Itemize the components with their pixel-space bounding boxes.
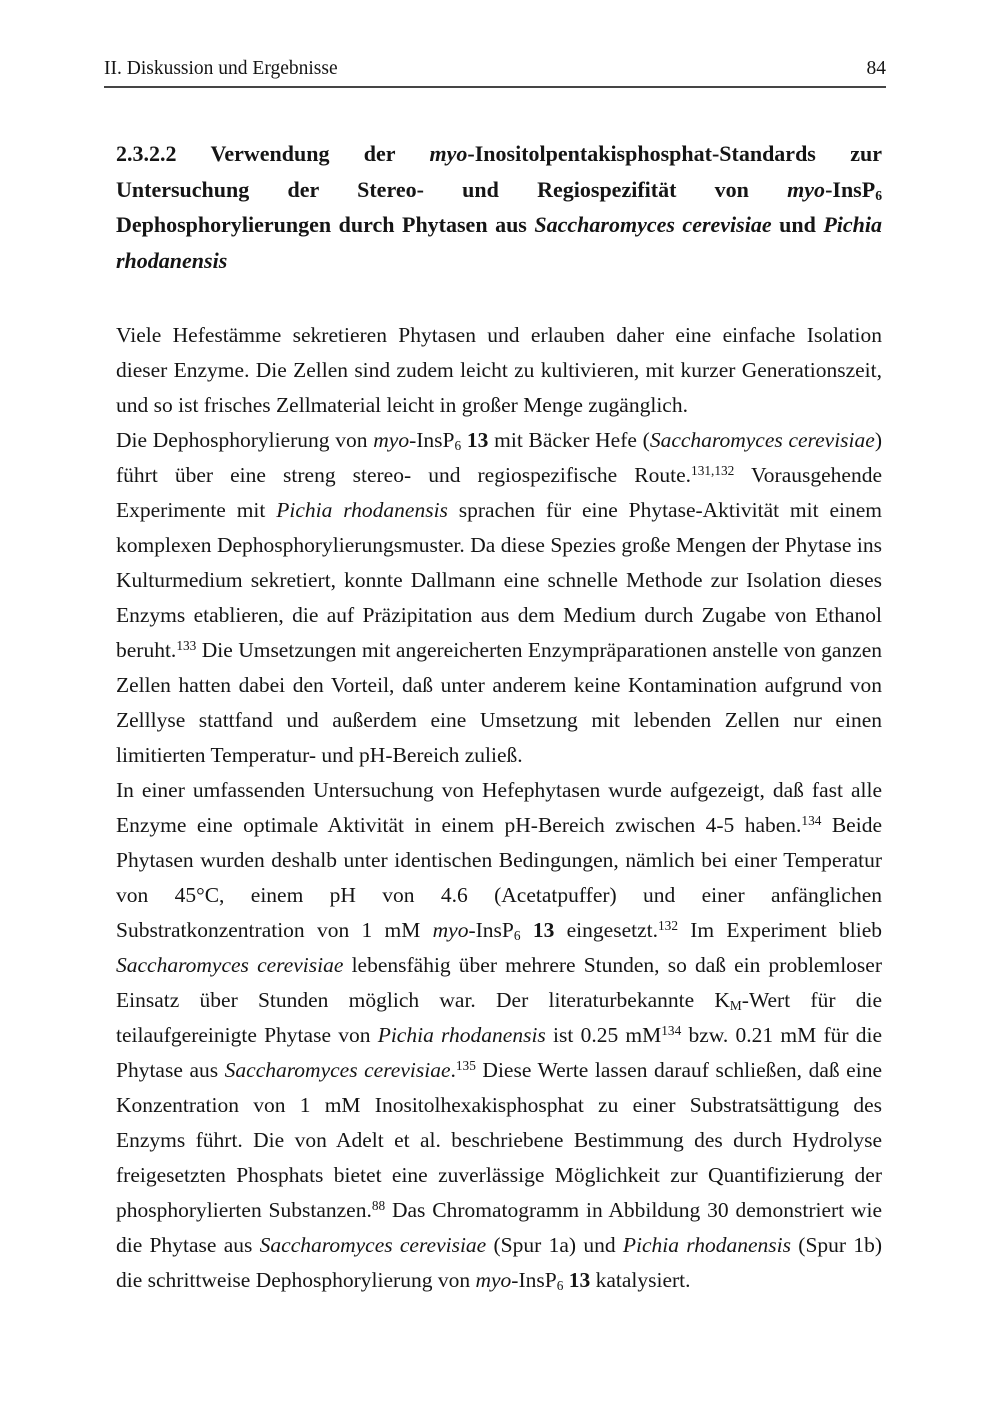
running-header [104, 58, 886, 88]
paragraph-phytase-study: In einer umfassenden Untersuchung von Hefephytasen wurde aufgezeigt, daß fast alle Enzyme eine optimale Aktivität in einem pH-Bereich zwischen 4-5 haben.$^{134}$ Beide Phytasen wurden deshalb unter identischen Bedingungen, nämlich bei einer Temperatur von 45°C, einem pH von 4.6 (Acetatpuffer) und einer anfänglichen Substratkonzentration von 1 mM myo-InsP6 13 eingesetzt.$^{132}$ Im Experiment blieb Saccharomyces cerevisiae lebensfähig über mehrere Stunden, so daß ein problemloser Einsatz über Stunden möglich war. Der literaturbekannte KM-Wert für die teilaufgereinigte Phytase von Pichia rhodanensis ist 0.25 $mM^{134}$ bzw. 0.21 mM für die Phytase aus Saccharomyces cerevisiae.$^{135}$ Diese Werte lassen darauf schließen, daß eine Konzentration von 1 mM Inositolhexakisphosphat zu einer Substratsättigung des Enzyms führt. Die von Adelt et al. beschriebene Bestimmung des durch Hydrolyse freigesetzten Phosphats bietet eine zuverlässige Möglichkeit zur Quantifizierung der phosphorylierten Substanzen.$^{88}$ Das Chromatogramm in Abbildung 30 demonstriert wie die Phytase aus Saccharomyces cerevisiae (Spur 1a) und Pichia rhodanensis (Spur 1b) die schrittweise Dephosphorylierung von myo-InsP6 13 katalysiert. [116, 778, 883, 1293]
page-content [116, 136, 882, 1298]
running-header-title: II. Diskussion und Ergebnisse [104, 58, 338, 79]
body-text [116, 318, 882, 1298]
paragraph-yeast-intro: Viele Hefestämme sekretieren Phytasen und erlauben daher eine einfache Isolation dieser Enzyme. Die Zellen sind zudem leicht zu kultivieren, mit kurzer Generationszeit, und so ist frisches Zellmaterial leicht in großer Menge zugänglich. [116, 323, 882, 417]
paragraph-dephosphorylation: Die Dephosphorylierung von myo-InsP6 13 mit Bäcker Hefe (Saccharomyces cerevisiae) führt über eine streng stereo- und regiospezifische Route.$^{131,132}$ Vorausgehende Experimente mit Pichia rhodanensis sprachen für eine Phytase-Aktivität mit einem komplexen Dephosphorylierungsmuster. Da diese Spezies große Mengen der Phytase ins Kulturmedium sekretiert, konnte Dallmann eine schnelle Methode zur Isolation dieses Enzyms etablieren, die auf Präzipitation aus dem Medium durch Zugabe von Ethanol beruht.$^{133}$ Die Umsetzungen mit angereicherten Enzympräparationen anstelle von ganzen Zellen hatten dabei den Vorteil, daß unter anderem keine Kontamination aufgrund von Zelllyse stattfand und außerdem eine Umsetzung mit lebenden Zellen nur einen limitierten Temperatur- und pH-Bereich zuließ. [116, 428, 882, 767]
section-heading: 2.3.2.2 Verwendung der myo-Inositolpentakisphosphat-Standards zur Untersuchung der Stereo- und Regiospezifität von myo-InsP6 Dephosphorylierungen durch Phytasen aus Saccharomyces cerevisiae und Pichia rhodanensis [116, 141, 883, 273]
page-number: 84 [866, 58, 886, 79]
